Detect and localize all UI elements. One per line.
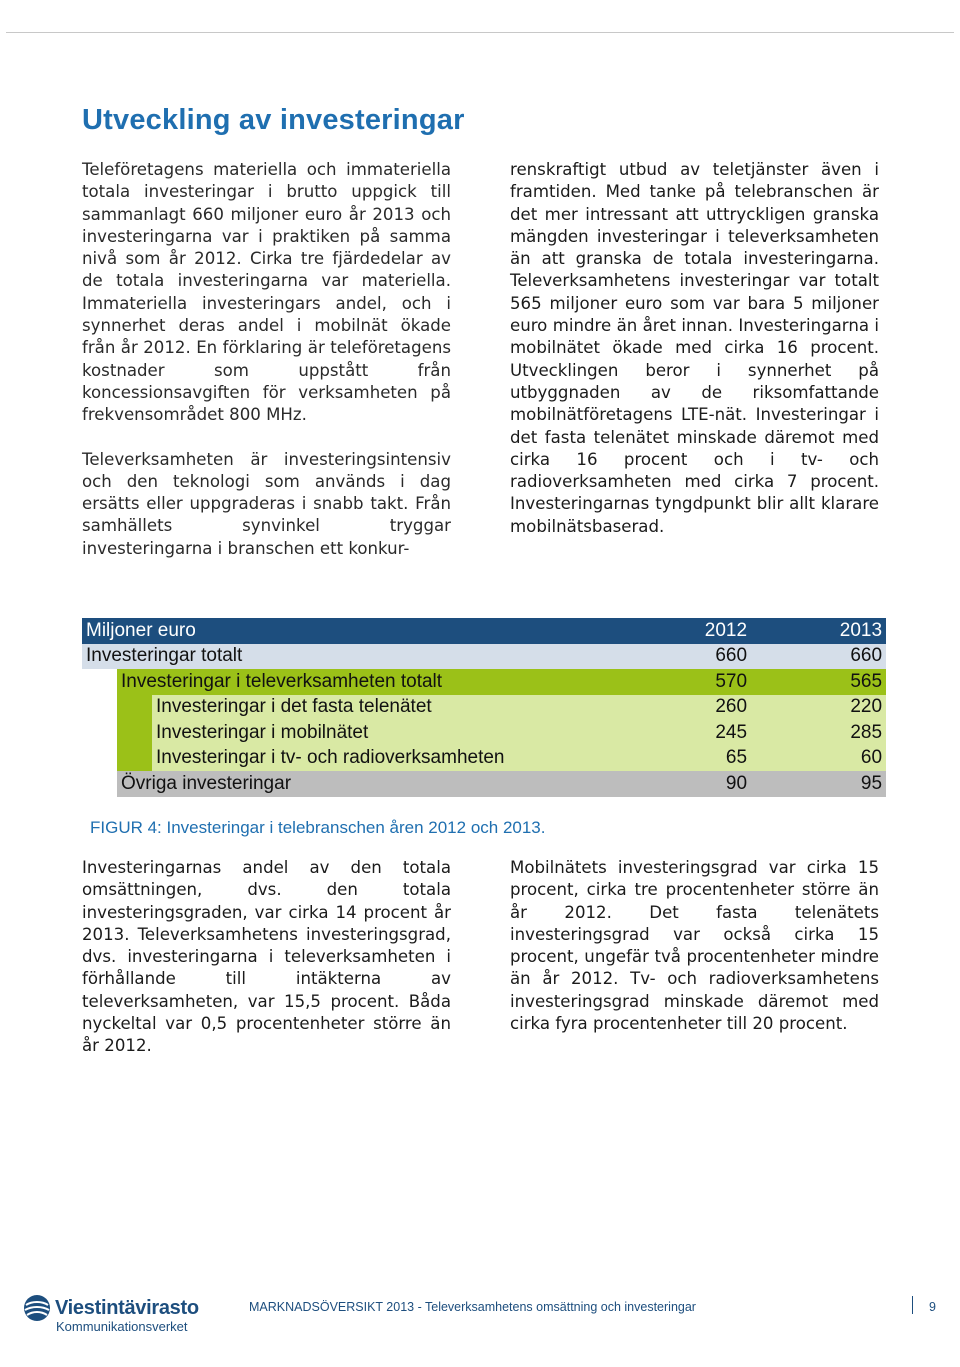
value-2013: 285	[757, 720, 886, 746]
logo	[22, 1293, 199, 1334]
header-2012: 2012	[627, 618, 757, 644]
header-label: Miljoner euro	[82, 618, 627, 644]
body-column-right	[510, 159, 879, 538]
top-rule	[6, 32, 954, 33]
logo-name: Viestintävirasto	[55, 1296, 199, 1319]
group-bar	[117, 720, 152, 746]
table-row	[82, 746, 886, 772]
row-label: Övriga investeringar	[117, 771, 627, 797]
row-label: Investeringar i tv- och radioverksamheten	[152, 746, 627, 772]
body-column-right-lower	[510, 857, 879, 1035]
table-row	[82, 771, 886, 797]
table-row	[82, 695, 886, 721]
row-label: Investeringar totalt	[82, 644, 627, 670]
page-title: Utveckling av investeringar	[82, 104, 465, 136]
table-header-row	[82, 618, 886, 644]
body-column-left-lower	[82, 857, 451, 1058]
paragraph: Teleföretagens materiella och immateriella totala investeringar i brutto uppgick till sammanlagt 660 miljoner euro år 2013 och investeringarna var i praktiken på samma nivå som år 2012. Cirka tre fjärdedelar av de totala investeringarna var materiella. Immateriella investeringars andel, och i synnerhet deras andel i mobilnät ökade från år 2012. En förklaring är teleföretagens kostnader som uppstått från koncessionsavgiften för verksamheten på frekvensområdet 800 MHz.	[82, 160, 451, 425]
row-label: Investeringar i televerksamheten totalt	[117, 669, 627, 695]
paragraph: Mobilnätets investeringsgrad var cirka 15 procent, cirka tre procentenheter större än år 2012. Det fasta telenätets investeringsgrad var också cirka 15 procent, ungefär två procentenheter mindre än år 2012. Tv- och radioverksamhetens investeringsgrad minskade däremot med cirka fyra procentenheter till 20 procent.	[510, 858, 879, 1034]
value-2012: 90	[627, 771, 757, 797]
value-2012: 660	[627, 644, 757, 670]
table-row	[82, 720, 886, 746]
footer-text: MARKNADSÖVERSIKT 2013 - Televerksamhetens omsättning och investeringar	[249, 1300, 696, 1314]
value-2012: 260	[627, 695, 757, 721]
paragraph: renskraftigt utbud av teletjänster även i framtiden. Med tanke på telebranschen är det mer intressant att uttryckligen granska mängden investeringar i televerksamheten än att granska de totala investeringarna. Televerksamhetens investeringar var totalt 565 miljoner euro som var bara 5 miljoner euro mindre än året innan. Investeringarna i mobilnätet ökade med cirka 16 procent. Utvecklingen beror i synnerhet på utbyggnaden av de riksomfattande mobilnätföretagens LTE-nät. Investeringar i det fasta telenätet minskade däremot med cirka 16 procent och i tv- och radioverksamheten med cirka 7 procent. Investeringarnas tyngdpunkt blir allt klarare mobilnätsbaserad.	[510, 160, 879, 536]
page-number: 9	[929, 1300, 936, 1314]
figure-caption: FIGUR 4: Investeringar i telebranschen åren 2012 och 2013.	[90, 818, 546, 837]
paragraph: Televerksamheten är investeringsintensiv och den teknologi som används i dag ersätts eller uppgraderas i snabb takt. Från samhällets synvinkel tryggar investeringarna i branschen ett konkur-	[82, 449, 451, 558]
logo-subtitle: Kommunikationsverket	[56, 1319, 188, 1334]
row-label: Investeringar i mobilnätet	[152, 720, 627, 746]
value-2013: 220	[757, 695, 886, 721]
group-bar	[117, 695, 152, 721]
paragraph: Investeringarnas andel av den totala omsättningen, dvs. den totala investeringsgraden, var cirka 14 procent år 2013. Televerksamhetens investeringsgrad, dvs. investeringarna i televerksamheten i förhållande till intäkterna av televerksamheten, var 15,5 procent. Båda nyckeltal var 0,5 procentenheter större än år 2012.	[82, 858, 451, 1056]
row-label: Investeringar i det fasta telenätet	[152, 695, 627, 721]
table-row	[82, 644, 886, 670]
table-row	[82, 669, 886, 695]
value-2012: 65	[627, 746, 757, 772]
value-2013: 565	[757, 669, 886, 695]
value-2013: 95	[757, 771, 886, 797]
globe-icon	[22, 1293, 52, 1323]
footer-divider	[912, 1296, 913, 1314]
value-2013: 660	[757, 644, 886, 670]
value-2012: 570	[627, 669, 757, 695]
group-bar	[117, 746, 152, 772]
investment-table	[82, 618, 886, 797]
header-2013: 2013	[757, 618, 886, 644]
body-column-left	[82, 159, 451, 560]
value-2012: 245	[627, 720, 757, 746]
value-2013: 60	[757, 746, 886, 772]
